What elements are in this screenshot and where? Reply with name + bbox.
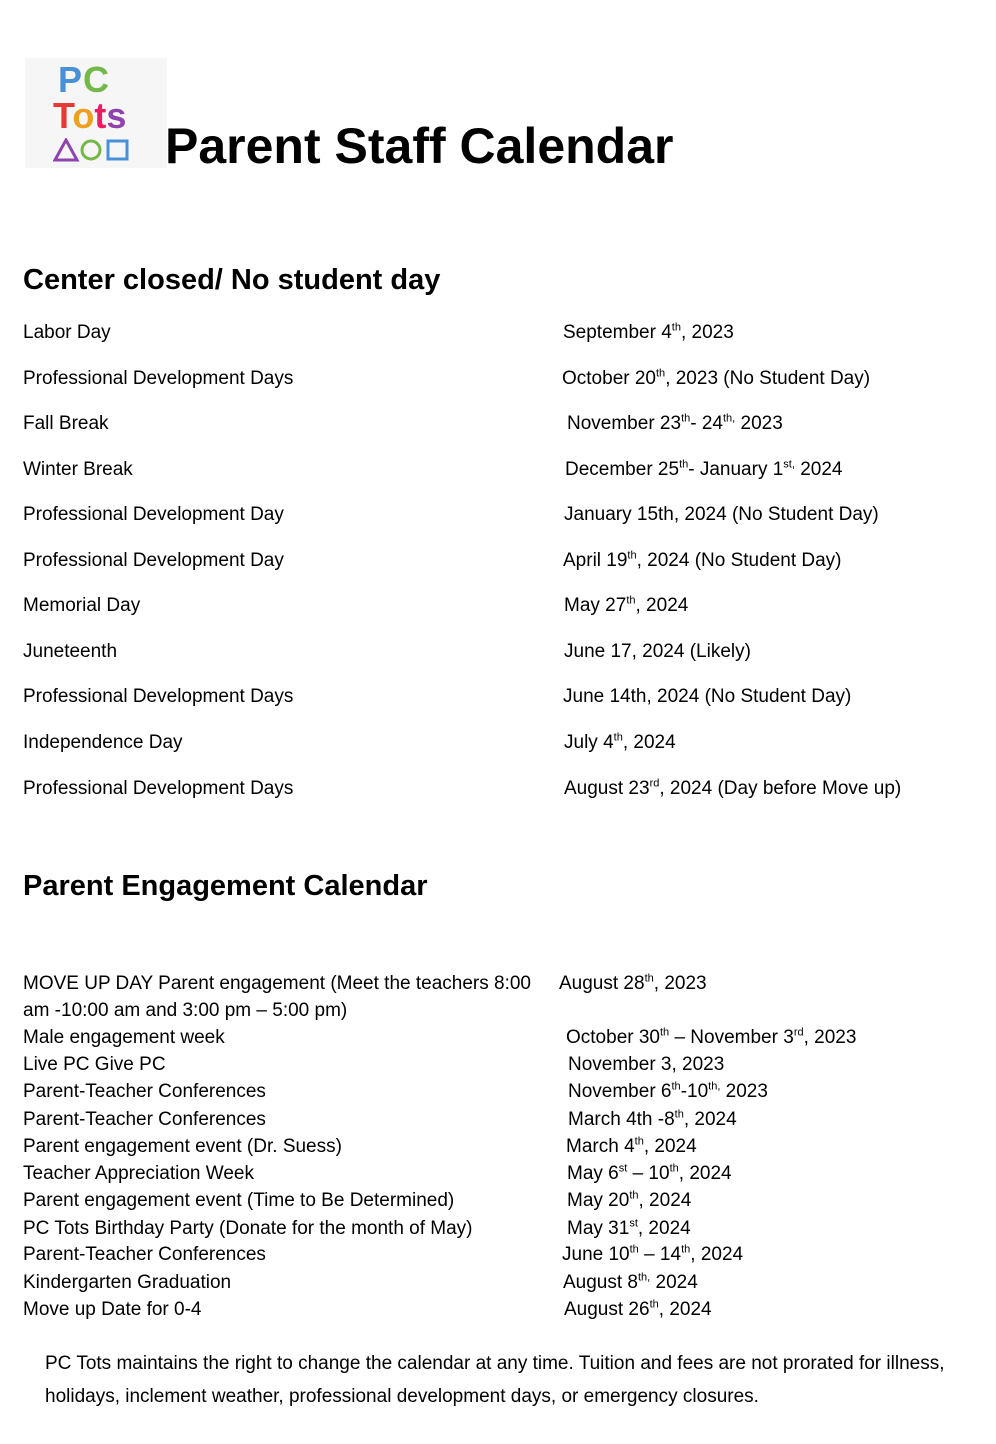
event-name: Male engagement week bbox=[23, 1027, 225, 1048]
event-date bbox=[564, 638, 751, 666]
date-text: , 2023 bbox=[680, 322, 734, 343]
date-text: August 26 bbox=[564, 1299, 650, 1320]
event-date bbox=[563, 1269, 698, 1296]
date-text: , 2024 bbox=[638, 1190, 692, 1211]
date-suffix: th bbox=[671, 321, 681, 334]
pc-tots-logo bbox=[25, 58, 167, 168]
date-suffix: st bbox=[618, 1162, 628, 1175]
date-text: June 14th, 2024 (No Student Day) bbox=[563, 686, 852, 707]
event-date bbox=[563, 683, 851, 711]
date-text: May 6 bbox=[567, 1163, 619, 1184]
event-name: Fall Break bbox=[23, 413, 109, 434]
date-text: , 2024 bbox=[635, 595, 689, 616]
logo-tots-text: Tots bbox=[53, 95, 127, 136]
date-suffix: th bbox=[629, 1243, 639, 1256]
page-title: Parent Staff Calendar bbox=[165, 118, 674, 174]
event-date bbox=[567, 1160, 732, 1187]
date-suffix: th, bbox=[723, 412, 736, 425]
date-text: June 10 bbox=[562, 1244, 630, 1265]
closed-section-heading: Center closed/ No student day bbox=[23, 264, 441, 296]
logo-pc-text: PC bbox=[58, 59, 111, 100]
date-text: April 19 bbox=[563, 550, 628, 571]
date-text: , 2024 bbox=[678, 1163, 732, 1184]
event-name: Professional Development Day bbox=[23, 550, 284, 571]
date-text: March 4th -8 bbox=[568, 1109, 675, 1130]
event-name: Parent-Teacher Conferences bbox=[23, 1244, 266, 1265]
date-suffix: th bbox=[644, 972, 654, 985]
event-name: Parent-Teacher Conferences bbox=[23, 1109, 266, 1130]
date-text: October 30 bbox=[566, 1027, 660, 1048]
date-text: , 2024 bbox=[622, 732, 676, 753]
date-suffix: th bbox=[679, 458, 689, 471]
date-text: December 25 bbox=[565, 459, 680, 480]
date-suffix: th bbox=[613, 731, 623, 744]
event-date bbox=[564, 729, 676, 757]
date-text: , 2024 bbox=[643, 1136, 697, 1157]
date-text: - 24 bbox=[690, 413, 723, 434]
date-text: , 2023 (No Student Day) bbox=[665, 368, 871, 389]
closed-row bbox=[0, 319, 996, 347]
date-text: – 14 bbox=[638, 1244, 682, 1265]
date-text: May 27 bbox=[564, 595, 627, 616]
date-text: August 8 bbox=[563, 1272, 638, 1293]
event-name: Independence Day bbox=[23, 732, 183, 753]
closed-row bbox=[0, 410, 996, 438]
event-name: Professional Development Days bbox=[23, 778, 294, 799]
event-name: Professional Development Days bbox=[23, 368, 294, 389]
date-suffix: th bbox=[627, 549, 637, 562]
shapes-icon bbox=[53, 138, 133, 162]
footer-disclaimer: PC Tots maintains the right to change the calendar at any time. Tuition and fees are not prorated for illness, holidays, inclement weather, professional development days, or emergency closures. bbox=[45, 1353, 945, 1407]
event-date bbox=[568, 1078, 768, 1105]
date-text: 2023 bbox=[720, 1081, 768, 1102]
date-text: March 4 bbox=[566, 1136, 635, 1157]
date-text: - January 1 bbox=[688, 459, 784, 480]
date-text: , 2024 bbox=[683, 1109, 737, 1130]
date-suffix: th bbox=[681, 412, 691, 425]
date-text: May 20 bbox=[567, 1190, 630, 1211]
date-suffix: th bbox=[626, 594, 636, 607]
closed-row bbox=[0, 501, 996, 529]
closed-row bbox=[0, 365, 996, 393]
event-name: PC Tots Birthday Party (Donate for the month of May) bbox=[23, 1218, 473, 1239]
event-date bbox=[568, 1051, 724, 1078]
event-name: Juneteenth bbox=[23, 641, 118, 662]
date-text: , 2023 bbox=[653, 973, 707, 994]
event-name: Professional Development Day bbox=[23, 504, 284, 525]
event-name: Live PC Give PC bbox=[23, 1054, 166, 1075]
event-name: Labor Day bbox=[23, 322, 111, 343]
event-name: Memorial Day bbox=[23, 595, 141, 616]
date-text: -10 bbox=[680, 1081, 709, 1102]
closed-row bbox=[0, 547, 996, 575]
closed-row bbox=[0, 638, 996, 666]
date-text: , 2024 (Day before Move up) bbox=[659, 778, 902, 799]
event-date bbox=[563, 547, 842, 575]
closed-row bbox=[0, 683, 996, 711]
event-name: Move up Date for 0-4 bbox=[23, 1299, 202, 1320]
date-text: May 31 bbox=[567, 1218, 630, 1239]
date-text: 2024 bbox=[650, 1272, 698, 1293]
event-date bbox=[567, 1215, 691, 1242]
date-text: – November 3 bbox=[669, 1027, 794, 1048]
date-text: , 2023 bbox=[803, 1027, 857, 1048]
date-suffix: rd bbox=[649, 777, 660, 790]
date-text: September 4 bbox=[563, 322, 672, 343]
event-date bbox=[565, 456, 842, 484]
date-suffix: rd bbox=[793, 1026, 804, 1039]
event-name: Professional Development Days bbox=[23, 686, 294, 707]
event-date bbox=[564, 592, 688, 620]
date-suffix: th, bbox=[638, 1271, 651, 1284]
date-suffix: th, bbox=[708, 1080, 721, 1093]
event-date bbox=[562, 365, 870, 393]
date-text: – 10 bbox=[627, 1163, 670, 1184]
date-suffix: th bbox=[674, 1108, 684, 1121]
date-text: 2024 bbox=[794, 459, 843, 480]
event-date bbox=[567, 1187, 691, 1214]
date-suffix: th bbox=[681, 1243, 691, 1256]
event-date bbox=[566, 1024, 856, 1051]
date-suffix: st, bbox=[783, 458, 795, 471]
date-suffix: th bbox=[634, 1135, 644, 1148]
event-date bbox=[568, 1106, 737, 1133]
date-text: November 3, 2023 bbox=[568, 1054, 725, 1075]
date-suffix: th bbox=[629, 1189, 639, 1202]
date-suffix: th bbox=[671, 1080, 681, 1093]
event-date bbox=[564, 1296, 712, 1323]
date-text: November 23 bbox=[567, 413, 682, 434]
engagement-section-heading: Parent Engagement Calendar bbox=[23, 870, 428, 902]
event-name: MOVE UP DAY Parent engagement (Meet the teachers 8:00 am -10:00 am and 3:00 pm – 5:00 pm) bbox=[23, 973, 531, 1021]
date-text: , 2024 bbox=[637, 1218, 691, 1239]
date-text: July 4 bbox=[564, 732, 614, 753]
date-text: November 6 bbox=[568, 1081, 672, 1102]
date-text: August 23 bbox=[564, 778, 650, 799]
date-suffix: st bbox=[629, 1217, 638, 1230]
date-text: , 2024 bbox=[658, 1299, 712, 1320]
date-text: January 15th, 2024 (No Student Day) bbox=[564, 504, 879, 525]
closed-row bbox=[0, 456, 996, 484]
date-text: August 28 bbox=[559, 973, 645, 994]
date-suffix: th bbox=[649, 1298, 659, 1311]
closed-row bbox=[0, 729, 996, 757]
event-name: Teacher Appreciation Week bbox=[23, 1163, 254, 1184]
date-suffix: th bbox=[656, 367, 666, 380]
event-date bbox=[567, 410, 783, 438]
event-date bbox=[566, 1133, 697, 1160]
closed-row bbox=[0, 592, 996, 620]
event-name: Winter Break bbox=[23, 459, 133, 480]
event-name: Parent-Teacher Conferences bbox=[23, 1081, 266, 1102]
date-text: 2023 bbox=[735, 413, 783, 434]
date-text: October 20 bbox=[562, 368, 656, 389]
closed-row bbox=[0, 775, 996, 803]
event-date bbox=[563, 319, 734, 347]
event-date bbox=[564, 775, 901, 803]
event-date bbox=[564, 501, 879, 529]
date-suffix: th bbox=[669, 1162, 679, 1175]
date-suffix: th bbox=[660, 1026, 670, 1039]
event-name: Kindergarten Graduation bbox=[23, 1272, 232, 1293]
date-text: , 2024 bbox=[690, 1244, 744, 1265]
event-date bbox=[562, 1241, 743, 1268]
event-name: Parent engagement event (Time to Be Determined) bbox=[23, 1190, 455, 1211]
date-text: , 2024 (No Student Day) bbox=[636, 550, 842, 571]
event-date bbox=[559, 970, 707, 997]
event-name: Parent engagement event (Dr. Suess) bbox=[23, 1136, 342, 1157]
date-text: June 17, 2024 (Likely) bbox=[564, 641, 751, 662]
